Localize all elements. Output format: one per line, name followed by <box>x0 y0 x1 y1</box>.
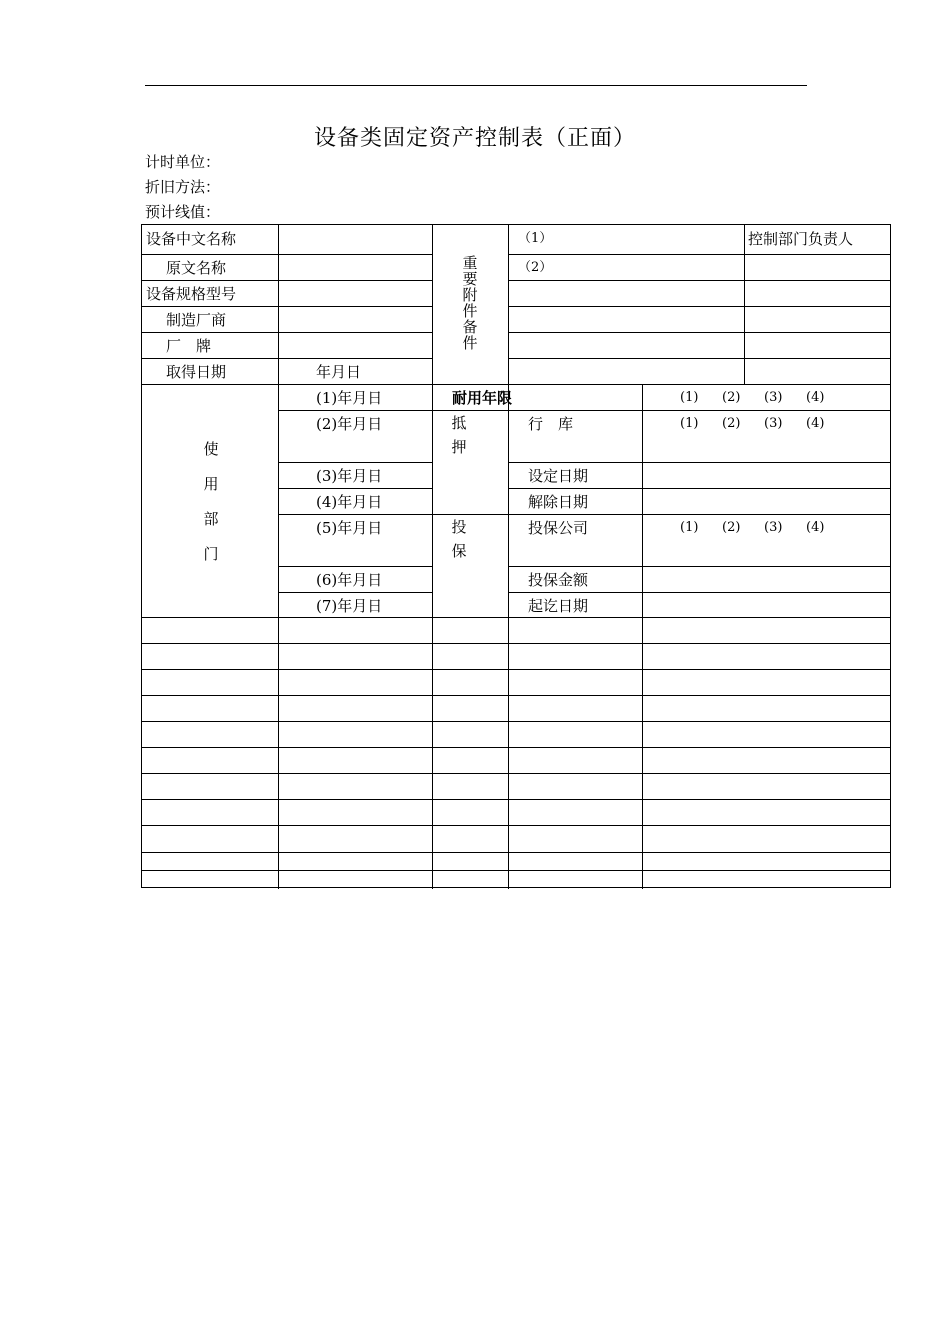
attachments-label: 重 要 附 件 备 件 <box>462 254 478 352</box>
usage-dept-label: 使 用 部 门 <box>203 440 219 563</box>
usage-date-2: (2)年月日 <box>316 415 383 433</box>
insurance-amount: 投保金额 <box>528 571 589 589</box>
attachment-item-2: （2） <box>518 260 553 275</box>
usage-date-3: (3)年月日 <box>316 467 383 485</box>
bank-options: (1) (2) (3) (4) <box>680 416 825 431</box>
insurer-options: (1) (2) (3) (4) <box>680 520 825 535</box>
label-name-orig: 原文名称 <box>166 259 227 277</box>
life-label: 耐用年限 <box>452 389 513 407</box>
label-brand: 厂 牌 <box>166 337 212 355</box>
usage-date-1: (1)年月日 <box>316 389 383 407</box>
mortgage-label: 抵 押 <box>451 414 467 456</box>
depreciation-label: 折旧方法： <box>145 178 221 196</box>
label-maker: 制造厂商 <box>166 311 227 329</box>
insurance-company: 投保公司 <box>528 519 589 537</box>
attachment-item-1: （1） <box>518 231 553 246</box>
control-head-label: 控制部门负责人 <box>748 230 854 248</box>
mortgage-bank: 行 库 <box>528 415 574 433</box>
usage-date-4: (4)年月日 <box>316 493 383 511</box>
mortgage-set-date: 设定日期 <box>528 467 589 485</box>
acquire-date-value: 年月日 <box>316 363 362 381</box>
page-title: 设备类固定资产控制表（正面） <box>313 126 636 151</box>
usage-date-6: (6)年月日 <box>316 571 383 589</box>
insurance-label: 投 保 <box>451 518 467 560</box>
label-acquire-date: 取得日期 <box>166 363 227 381</box>
unit-label: 计时单位： <box>145 153 221 171</box>
insurance-period: 起讫日期 <box>528 597 589 615</box>
asset-control-table <box>141 224 891 888</box>
usage-date-7: (7)年月日 <box>316 597 383 615</box>
usage-date-5: (5)年月日 <box>316 519 383 537</box>
label-name-cn: 设备中文名称 <box>146 230 237 248</box>
salvage-label: 预计线值： <box>145 203 221 221</box>
label-spec: 设备规格型号 <box>146 285 237 303</box>
top-rule <box>145 85 807 86</box>
mortgage-release-date: 解除日期 <box>528 493 589 511</box>
life-options: (1) (2) (3) (4) <box>680 390 825 405</box>
